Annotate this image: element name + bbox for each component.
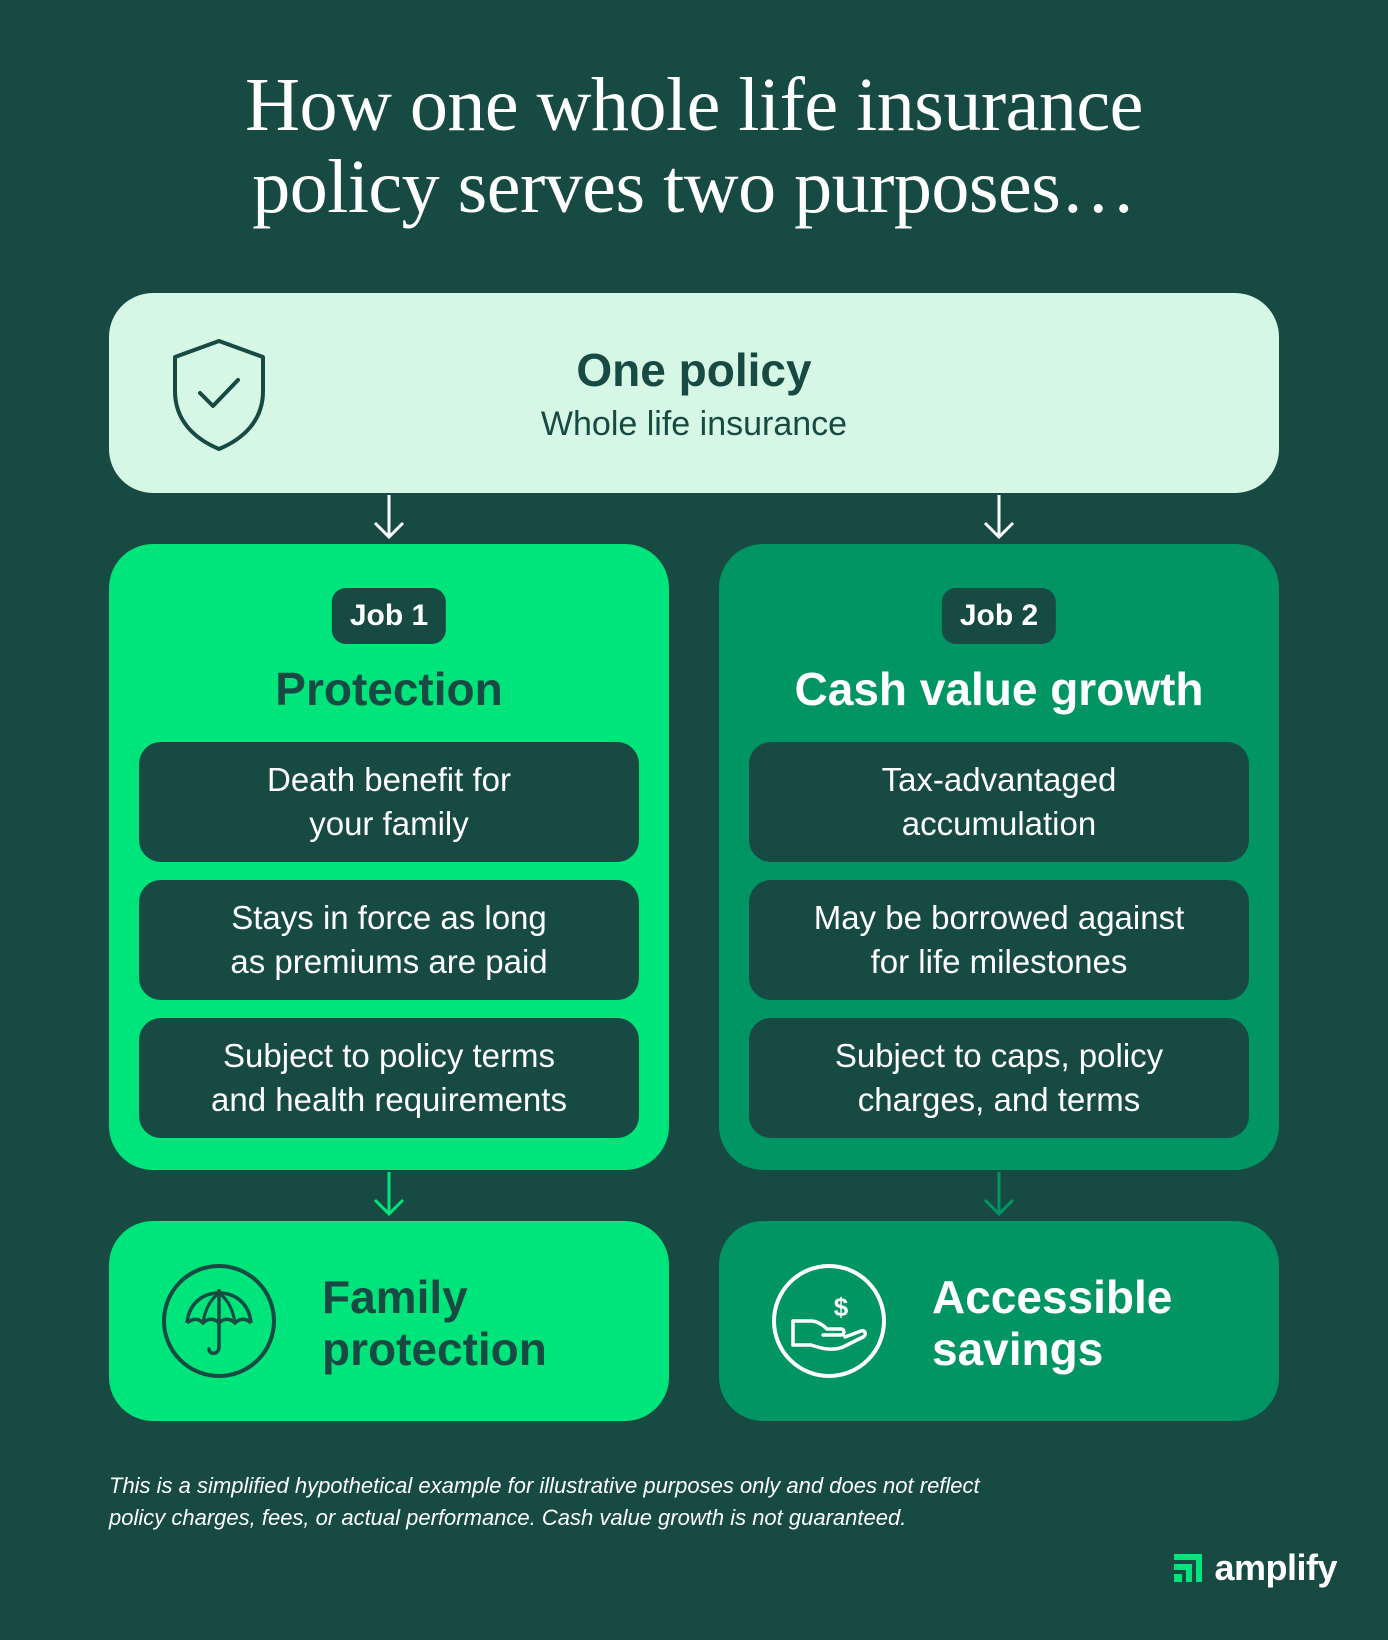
policy-title: One policy [576,344,812,396]
brand-logo [1170,1548,1337,1588]
benefit-line: and health requirements [211,1081,567,1118]
job-badge: Job 1 [332,588,446,644]
arrow-down-icon [371,1170,407,1218]
result-label [322,1271,547,1375]
svg-text:$: $ [833,1292,849,1322]
benefit-line: Stays in force as long [231,899,547,936]
arrow-down-icon [371,493,407,541]
benefit-line: May be borrowed against [813,899,1185,936]
benefit-item [749,1018,1249,1138]
job-badge: Job 2 [942,588,1056,644]
result-line: Family [322,1271,468,1323]
benefit-item [139,880,639,1000]
amplify-logo-icon [1170,1550,1206,1586]
title-line-1: How one whole life insurance [245,63,1143,147]
disclaimer-line: policy charges, fees, or actual performance. Cash value growth is not guaranteed. [109,1505,907,1530]
job-card-cash-value [719,544,1279,1170]
benefit-line: your family [309,805,469,842]
result-line: protection [322,1323,547,1375]
disclaimer [109,1470,1089,1534]
policy-subtitle: Whole life insurance [540,405,848,443]
title-line-2: policy serves two purposes… [252,145,1136,229]
arrow-down-icon [981,493,1017,541]
benefit-line: Subject to policy terms [223,1037,555,1074]
result-line: Accessible [932,1271,1173,1323]
benefit-line: Subject to caps, policy [834,1037,1164,1074]
brand-name: amplify [1214,1547,1337,1588]
umbrella-icon [161,1263,277,1379]
job-title: Cash value growth [794,663,1204,715]
page-title [0,64,1388,228]
benefit-line: Tax-advantaged [881,761,1117,798]
result-label [932,1271,1172,1375]
benefit-item [749,880,1249,1000]
result-card-family-protection [109,1221,669,1421]
benefit-line: charges, and terms [857,1081,1141,1118]
benefit-line: accumulation [901,805,1097,842]
benefit-item [139,1018,639,1138]
hand-dollar-icon [771,1263,887,1379]
benefit-line: Death benefit for [267,761,511,798]
result-line: savings [932,1323,1104,1375]
benefit-item [139,742,639,862]
benefit-line: as premiums are paid [230,943,548,980]
benefit-line: for life milestones [870,943,1128,980]
job-title: Protection [275,663,503,715]
arrow-down-icon [981,1170,1017,1218]
benefit-item [749,742,1249,862]
job-card-protection [109,544,669,1170]
result-card-accessible-savings [719,1221,1279,1421]
disclaimer-line: This is a simplified hypothetical example for illustrative purposes only and does not reflect [109,1473,980,1498]
policy-box [109,293,1279,493]
